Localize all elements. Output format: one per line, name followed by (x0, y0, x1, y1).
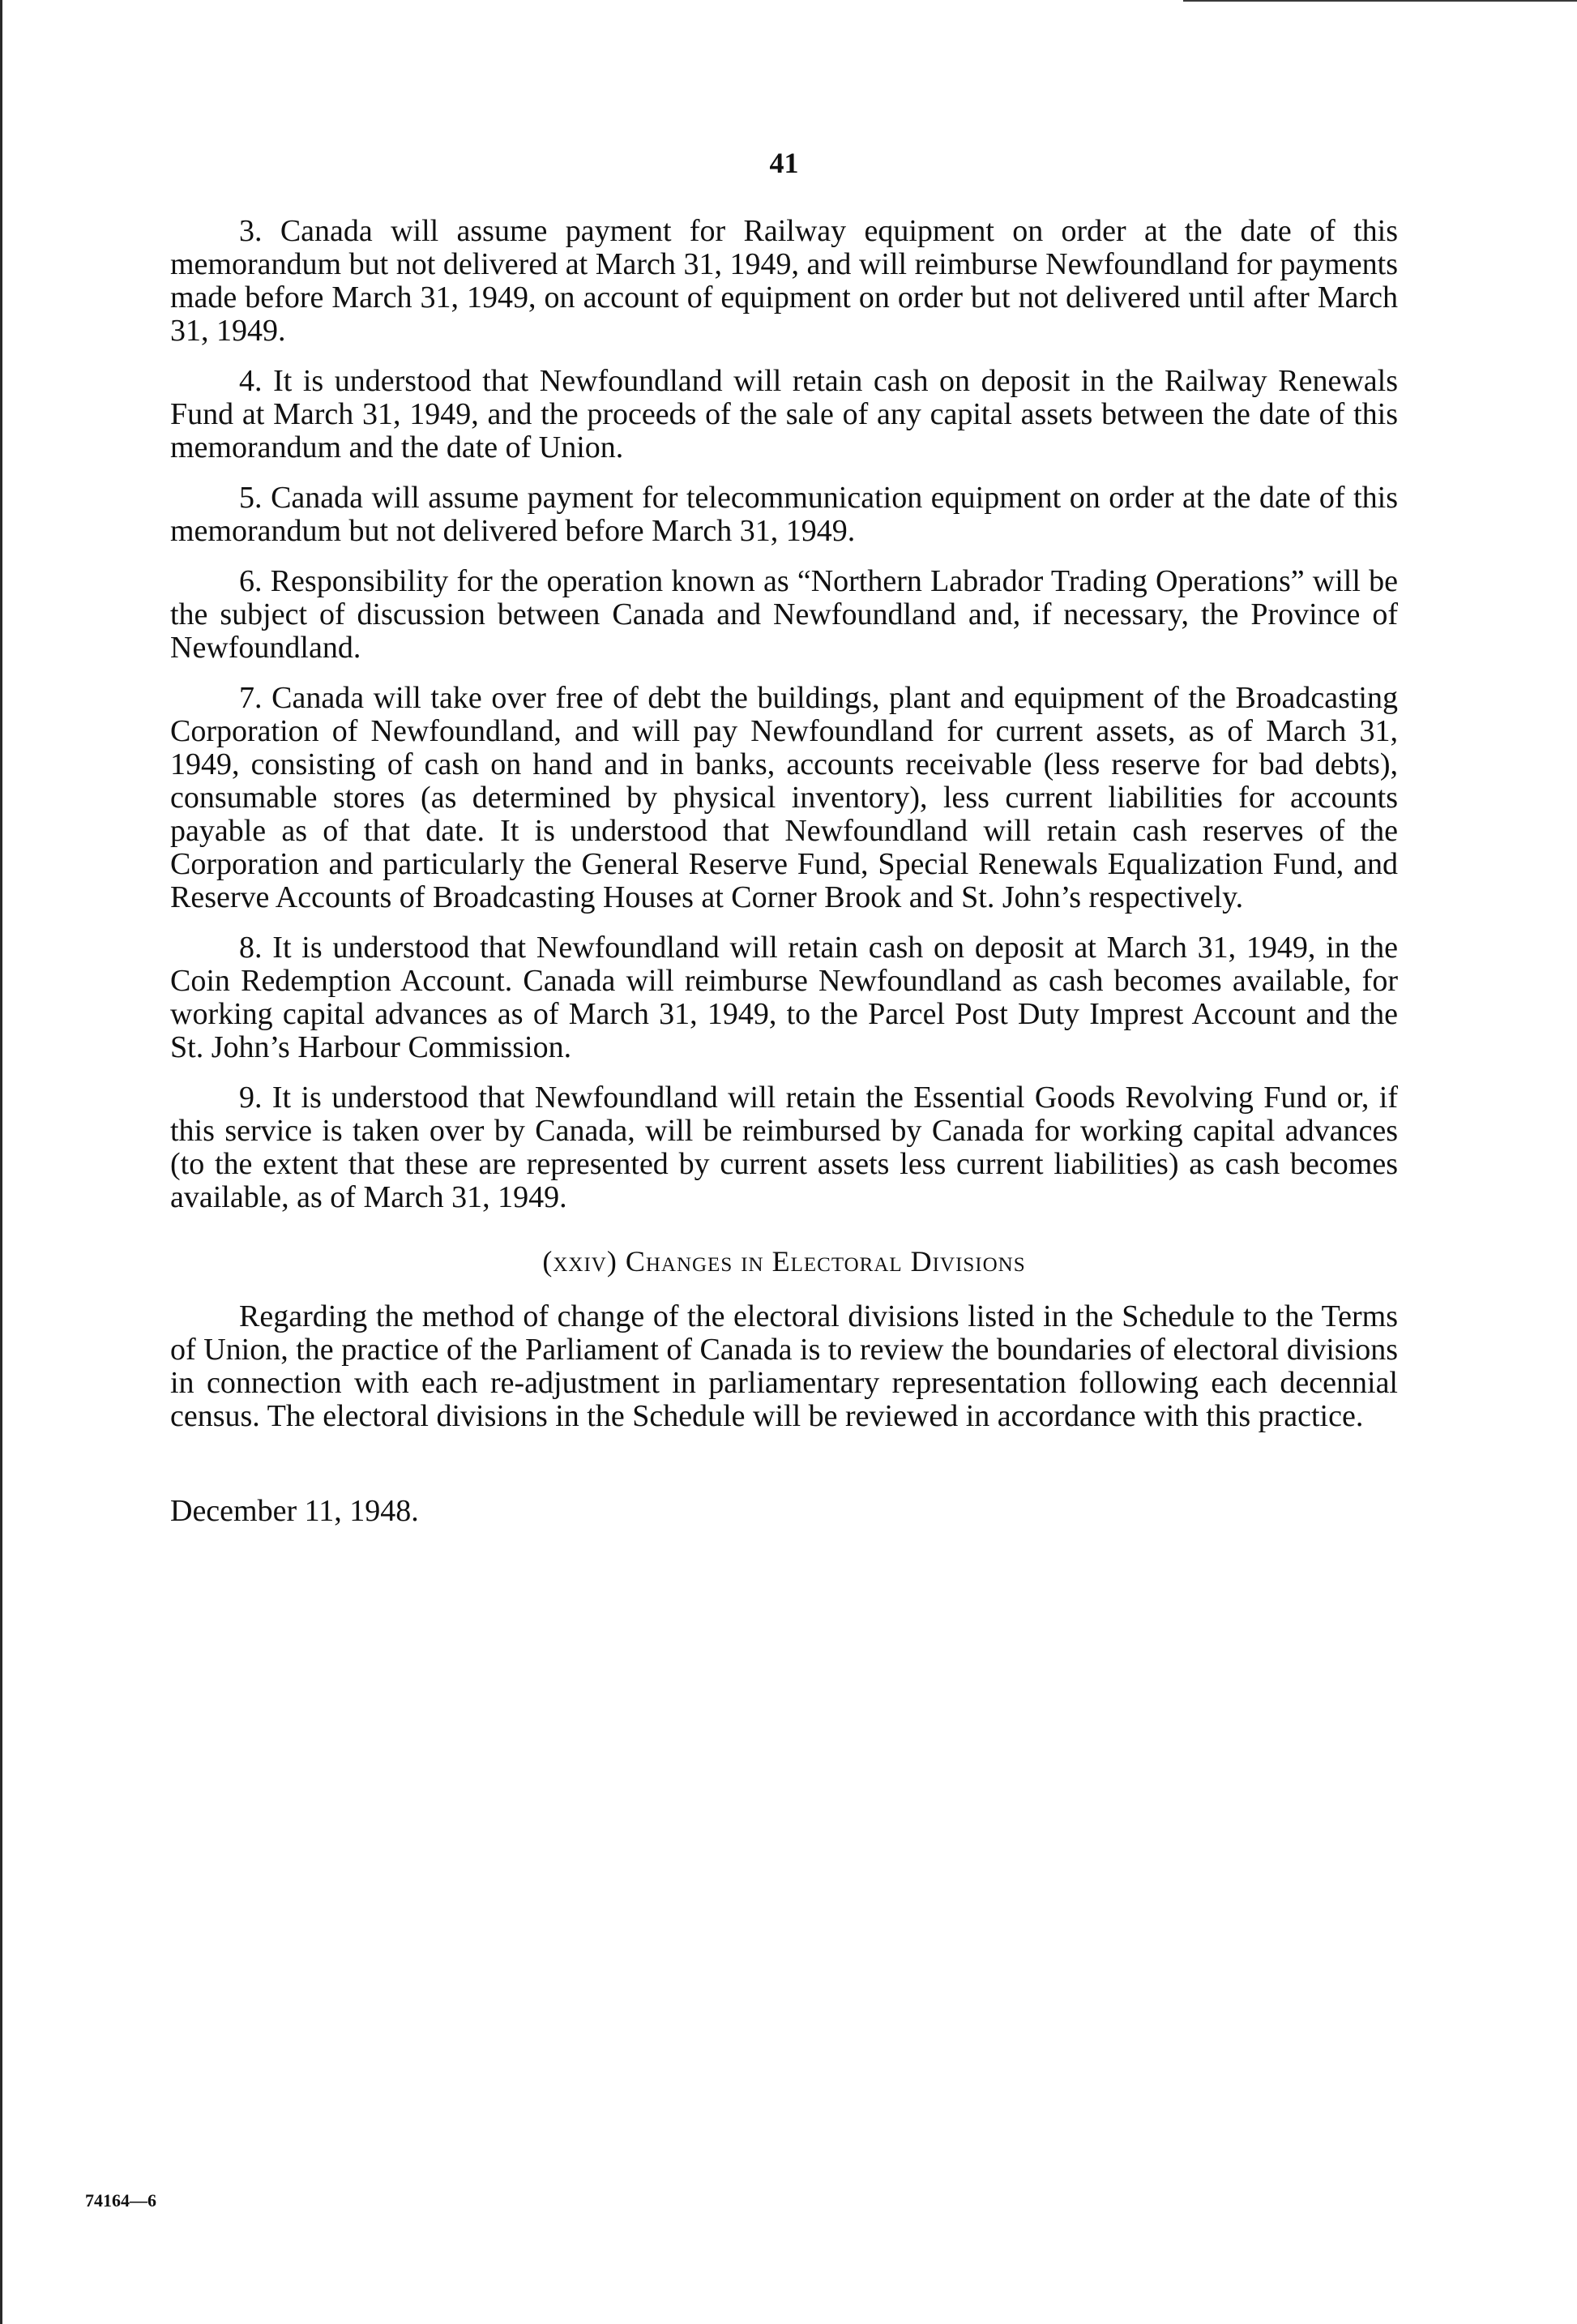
section-paragraph: Regarding the method of change of the electoral divisions listed in the Schedule to the Terms of Union, the practice of the Parliament of Canada is to review the boundaries of electoral divisions in connection with each re-adjustment in parliamentary representation following each decennial census. The electoral divisions in the Schedule will be reviewed in accordance with this practice. (170, 1299, 1398, 1433)
scan-edge-left (0, 0, 2, 2324)
paragraph-4: 4. It is understood that Newfoundland will retain cash on deposit in the Railway Renewals Fund at March 31, 1949, and the proceeds of the sale of any capital assets between the date of this memorandum and the date of Union. (170, 364, 1398, 464)
paragraph-6: 6. Responsibility for the operation known as “Northern Labrador Trading Operations” will be the subject of discussion between Canada and Newfoundland and, if necessary, the Province of Newfoundland. (170, 564, 1398, 665)
paragraph-7: 7. Canada will take over free of debt the buildings, plant and equipment of the Broadcasting Corporation of Newfoundland, and will pay Newfoundland for current assets, as of March 31, 1949, consisting of cash on hand and in banks, accounts receivable (less reserve for bad debts), consumable stores (as determined by physical inventory), less current liabilities for accounts payable as of that date. It is understood that Newfoundland will retain cash reserves of the Corporation and particularly the General Reserve Fund, Special Renewals Equalization Fund, and Reserve Accounts of Broadcasting Houses at Corner Brook and St. John’s respectively. (170, 681, 1398, 914)
page-number: 41 (769, 147, 799, 179)
document-body (170, 215, 1398, 1528)
paragraph-5: 5. Canada will assume payment for telecommunication equipment on order at the date of this memorandum but not delivered before March 31, 1949. (170, 481, 1398, 548)
paragraph-3: 3. Canada will assume payment for Railway equipment on order at the date of this memorandum but not delivered at March 31, 1949, and will reimburse Newfoundland for payments made before March 31, 1949, on account of equipment on order but not delivered until after March 31, 1949. (170, 214, 1398, 348)
document-date: December 11, 1948. (170, 1494, 419, 1528)
section-heading: (xxiv) Changes in Electoral Divisions (542, 1245, 1026, 1278)
paragraph-8: 8. It is understood that Newfoundland will retain cash on deposit at March 31, 1949, in the Coin Redemption Account. Canada will reimburse Newfoundland as cash becomes available, for working capital advances as of March 31, 1949, to the Parcel Post Duty Imprest Account and the St. John’s Harbour Commission. (170, 931, 1398, 1064)
footer-code: 74164—6 (85, 2190, 156, 2211)
paragraph-9: 9. It is understood that Newfoundland will retain the Essential Goods Revolving Fund or, if this service is taken over by Canada, will be reimbursed by Canada for working capital advances (to the extent that these are represented by current assets less current liabilities) as cash becomes available, as of March 31, 1949. (170, 1081, 1398, 1214)
document-page (170, 0, 1398, 2324)
